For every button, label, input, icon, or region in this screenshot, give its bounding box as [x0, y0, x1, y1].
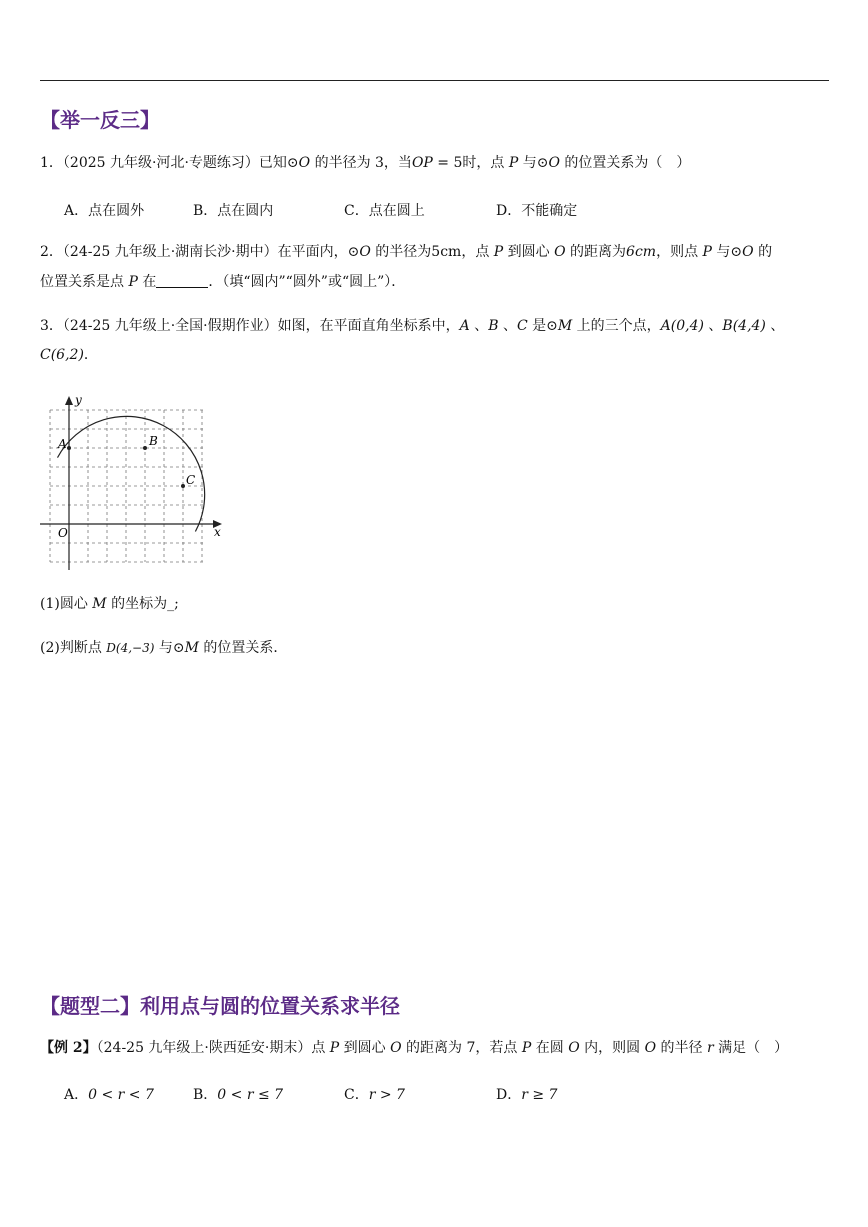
point-c	[181, 484, 185, 488]
point-a	[67, 446, 71, 450]
point-b	[143, 446, 147, 450]
ex2-option-a: A．0 < r < 7	[64, 1087, 154, 1103]
coordinate-figure	[38, 392, 228, 572]
label-c: C	[186, 473, 196, 487]
question-3-sub-1: (1)圆心 M 的坐标为_;	[40, 596, 179, 612]
ex2-option-d: D．r ≥ 7	[496, 1087, 558, 1103]
y-axis-label: y	[75, 393, 82, 407]
question-1: 1．（2025 九年级·河北·专题练习）已知⊙O 的半径为 3，当OP = 5时，点 P 与⊙O 的位置关系为（ ）	[40, 155, 691, 171]
section-title-type-2: 【题型二】利用点与圆的位置关系求半径	[40, 994, 400, 1018]
q1-option-d: D．不能确定	[496, 203, 578, 219]
answer-blank[interactable]	[156, 273, 208, 288]
q1-option-a: A．点在圆外	[64, 203, 145, 219]
q1-option-b: B．点在圆内	[193, 203, 274, 219]
origin-label: O	[58, 526, 68, 540]
top-rule	[40, 80, 829, 81]
ex2-option-b: B．0 < r ≤ 7	[193, 1087, 284, 1103]
x-axis-label: x	[214, 525, 221, 539]
question-3-line-2: C(6,2)．	[40, 347, 98, 363]
label-b: B	[149, 434, 158, 448]
example-2: 【例 2】（24-25 九年级上·陕西延安·期末）点 P 到圆心 O 的距离为 7，若点 P 在圆 O 内，则圆 O 的半径 r 满足（ ）	[40, 1040, 789, 1056]
q1-option-c: C．点在圆上	[344, 203, 425, 219]
question-2-line-2: 位置关系是点 P 在 ．（填“圆内”“圆外”或“圆上”）．	[40, 274, 406, 290]
label-a: A	[58, 437, 67, 451]
question-2-line-1: 2．（24-25 九年级上·湖南长沙·期中）在平面内，⊙O 的半径为5cm，点 P 到圆心 O 的距离为6cm，则点 P 与⊙O 的	[40, 244, 773, 260]
question-3-line-1: 3．（24-25 九年级上·全国·假期作业）如图，在平面直角坐标系中，A 、B 、C 是⊙M 上的三个点，A(0,4) 、B(4,4) 、	[40, 318, 785, 334]
question-3-sub-2: (2)判断点 D(4,−3) 与⊙M 的位置关系．	[40, 640, 288, 656]
section-title-juyifansan: 【举一反三】	[40, 108, 160, 132]
circle-arc	[58, 416, 205, 531]
ex2-option-c: C．r > 7	[344, 1087, 405, 1103]
